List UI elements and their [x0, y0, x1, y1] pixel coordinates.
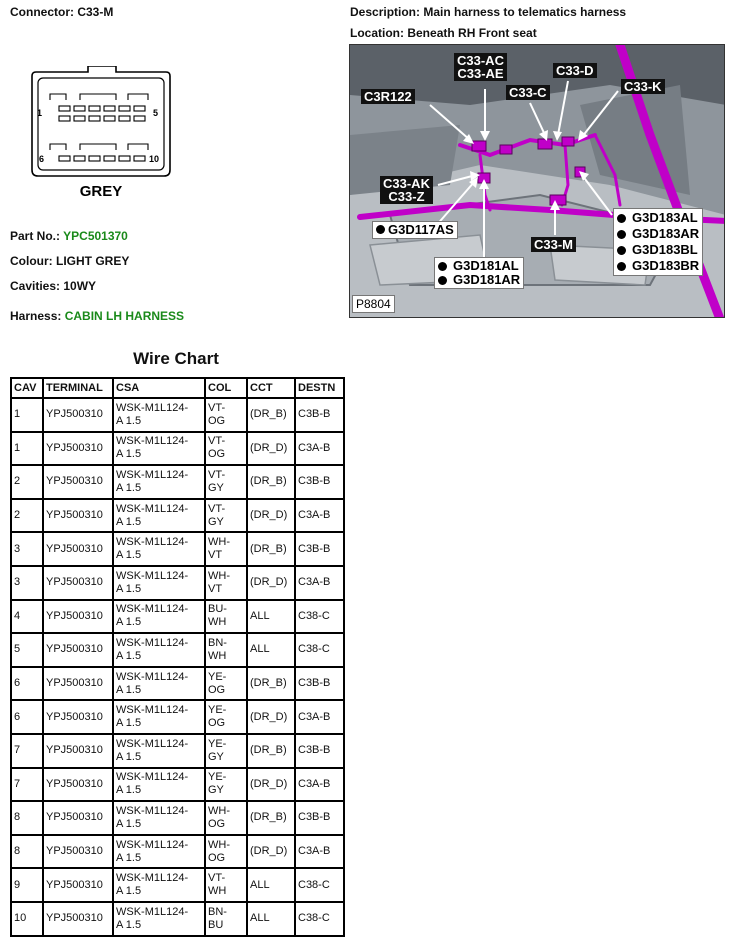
cell-destn: C3B-B: [295, 398, 344, 432]
col-header-col: COL: [205, 378, 247, 398]
cell-cav: 6: [11, 667, 43, 701]
cell-cav: 2: [11, 499, 43, 533]
cell-terminal: YPJ500310: [43, 902, 113, 936]
table-row: [11, 868, 344, 902]
cell-cct: (DR_B): [247, 667, 295, 701]
location-photo: [349, 44, 725, 318]
cell-destn: C38-C: [295, 868, 344, 902]
callout-g3d117as: [372, 221, 458, 239]
cell-csa: WSK-M1L124- A 1.5: [113, 633, 205, 667]
callout-g3d117as-text: G3D117AS: [388, 222, 454, 237]
ground-dot-icon: [617, 262, 626, 271]
harness-label: Harness:: [10, 309, 62, 323]
pin-label-1: 1: [37, 108, 43, 118]
table-row: [11, 465, 344, 499]
cell-cct: (DR_B): [247, 465, 295, 499]
cell-terminal: YPJ500310: [43, 465, 113, 499]
cell-terminal: YPJ500310: [43, 432, 113, 466]
cell-destn: C3A-B: [295, 835, 344, 869]
pin-label-10: 10: [149, 154, 160, 164]
cell-col: WH- OG: [205, 801, 247, 835]
ground-dot-icon: [438, 276, 447, 285]
col-header-cct: CCT: [247, 378, 295, 398]
cell-col: VT- GY: [205, 465, 247, 499]
cell-csa: WSK-M1L124- A 1.5: [113, 499, 205, 533]
cell-cav: 6: [11, 700, 43, 734]
cell-csa: WSK-M1L124- A 1.5: [113, 432, 205, 466]
cell-col: VT- WH: [205, 868, 247, 902]
cell-cct: (DR_D): [247, 768, 295, 802]
callout-c33-m: C33-M: [531, 237, 576, 252]
connector-colour-caption: GREY: [79, 183, 123, 200]
cell-cav: 7: [11, 734, 43, 768]
cell-destn: C38-C: [295, 633, 344, 667]
cell-cav: 7: [11, 768, 43, 802]
callout-c33-ac-ae: C33-AC C33-AE: [454, 53, 507, 81]
callout-g3d183-text: G3D183AL G3D183AR G3D183BL G3D183BR: [632, 210, 700, 273]
cell-cct: (DR_B): [247, 734, 295, 768]
cell-cav: 8: [11, 835, 43, 869]
cell-csa: WSK-M1L124- A 1.5: [113, 465, 205, 499]
table-row: [11, 801, 344, 835]
cell-col: VT- OG: [205, 432, 247, 466]
location-line: [350, 26, 537, 40]
cell-col: WH- OG: [205, 835, 247, 869]
cell-csa: WSK-M1L124- A 1.5: [113, 600, 205, 634]
cell-destn: C3B-B: [295, 532, 344, 566]
cell-terminal: YPJ500310: [43, 532, 113, 566]
location-label: Location:: [350, 26, 404, 40]
cell-destn: C3A-B: [295, 700, 344, 734]
cell-csa: WSK-M1L124- A 1.5: [113, 868, 205, 902]
cell-cct: (DR_D): [247, 499, 295, 533]
colour-value: LIGHT GREY: [56, 254, 130, 268]
cell-destn: C38-C: [295, 600, 344, 634]
callout-g3d183: [613, 208, 703, 276]
cell-col: BN- BU: [205, 902, 247, 936]
cell-terminal: YPJ500310: [43, 633, 113, 667]
pin-label-5: 5: [153, 108, 159, 118]
cell-terminal: YPJ500310: [43, 499, 113, 533]
cell-csa: WSK-M1L124- A 1.5: [113, 532, 205, 566]
cell-cct: (DR_D): [247, 835, 295, 869]
table-row: [11, 499, 344, 533]
cell-cct: ALL: [247, 633, 295, 667]
table-row: [11, 532, 344, 566]
cell-cct: (DR_B): [247, 532, 295, 566]
cell-terminal: YPJ500310: [43, 700, 113, 734]
cell-destn: C3A-B: [295, 566, 344, 600]
cell-col: YE- OG: [205, 700, 247, 734]
cell-col: WH- VT: [205, 566, 247, 600]
colour-label: Colour:: [10, 254, 53, 268]
table-row: [11, 835, 344, 869]
table-row: [11, 768, 344, 802]
col-header-cav: CAV: [11, 378, 43, 398]
ground-dot-icon: [617, 246, 626, 255]
photo-reference: P8804: [352, 295, 395, 313]
col-header-csa: CSA: [113, 378, 205, 398]
table-row: [11, 633, 344, 667]
cell-cav: 4: [11, 600, 43, 634]
cell-terminal: YPJ500310: [43, 600, 113, 634]
description-value: Main harness to telematics harness: [423, 5, 627, 19]
cell-col: VT- GY: [205, 499, 247, 533]
cell-destn: C38-C: [295, 902, 344, 936]
cell-cav: 10: [11, 902, 43, 936]
cell-cct: ALL: [247, 600, 295, 634]
table-row: [11, 600, 344, 634]
table-row: [11, 734, 344, 768]
cell-destn: C3B-B: [295, 801, 344, 835]
cell-destn: C3B-B: [295, 734, 344, 768]
part-no-label: Part No.:: [10, 229, 61, 243]
table-header-row: [11, 378, 344, 398]
cell-cav: 9: [11, 868, 43, 902]
part-no-link[interactable]: YPC501370: [63, 229, 128, 243]
cell-terminal: YPJ500310: [43, 667, 113, 701]
col-header-terminal: TERMINAL: [43, 378, 113, 398]
cell-col: BN- WH: [205, 633, 247, 667]
ground-dot-icon: [617, 214, 626, 223]
harness-link[interactable]: CABIN LH HARNESS: [64, 309, 185, 323]
cell-terminal: YPJ500310: [43, 566, 113, 600]
description-line: [350, 5, 626, 19]
cell-cct: (DR_B): [247, 801, 295, 835]
cell-cav: 1: [11, 432, 43, 466]
ground-dot-icon: [438, 262, 447, 271]
cell-terminal: YPJ500310: [43, 835, 113, 869]
cell-cav: 3: [11, 532, 43, 566]
cell-csa: WSK-M1L124- A 1.5: [113, 768, 205, 802]
harness-line: [10, 309, 184, 323]
cell-destn: C3B-B: [295, 465, 344, 499]
cell-cav: 2: [11, 465, 43, 499]
cell-destn: C3B-B: [295, 667, 344, 701]
cavities-line: [10, 279, 96, 293]
colour-line: [10, 254, 129, 268]
connector-value: C33-M: [77, 5, 114, 19]
table-row: [11, 902, 344, 936]
description-label: Description:: [350, 5, 421, 19]
callout-c3r122: C3R122: [361, 89, 415, 104]
cell-destn: C3A-B: [295, 768, 344, 802]
cavities-label: Cavities:: [10, 279, 61, 293]
cell-csa: WSK-M1L124- A 1.5: [113, 700, 205, 734]
callout-c33-ak-z: C33-AK C33-Z: [380, 176, 433, 204]
cavities-value: 10WY: [63, 279, 97, 293]
wire-chart-title: Wire Chart: [133, 349, 219, 368]
callout-c33-k: C33-K: [621, 79, 665, 94]
cell-csa: WSK-M1L124- A 1.5: [113, 734, 205, 768]
cell-destn: C3A-B: [295, 499, 344, 533]
pin-label-6: 6: [39, 154, 45, 164]
cell-csa: WSK-M1L124- A 1.5: [113, 801, 205, 835]
cell-cav: 3: [11, 566, 43, 600]
ground-dot-icon: [617, 230, 626, 239]
cell-csa: WSK-M1L124- A 1.5: [113, 835, 205, 869]
cell-col: VT- OG: [205, 398, 247, 432]
cell-col: BU- WH: [205, 600, 247, 634]
table-row: [11, 667, 344, 701]
cell-destn: C3A-B: [295, 432, 344, 466]
cell-col: YE- OG: [205, 667, 247, 701]
part-no-line: [10, 229, 128, 243]
callout-g3d181: [434, 257, 524, 289]
connector-line: [10, 5, 113, 19]
cell-terminal: YPJ500310: [43, 801, 113, 835]
callout-c33-c: C33-C: [506, 85, 550, 100]
table-row: [11, 432, 344, 466]
cell-cct: (DR_D): [247, 566, 295, 600]
cell-terminal: YPJ500310: [43, 868, 113, 902]
cell-terminal: YPJ500310: [43, 768, 113, 802]
cell-cav: 8: [11, 801, 43, 835]
cell-cct: (DR_D): [247, 700, 295, 734]
cell-terminal: YPJ500310: [43, 398, 113, 432]
cell-cct: ALL: [247, 902, 295, 936]
cell-cav: 5: [11, 633, 43, 667]
cell-cct: (DR_B): [247, 398, 295, 432]
location-value: Beneath RH Front seat: [407, 26, 537, 40]
connector-label: Connector:: [10, 5, 74, 19]
ground-dot-icon: [376, 225, 385, 234]
cell-terminal: YPJ500310: [43, 734, 113, 768]
table-row: [11, 700, 344, 734]
cell-col: YE- GY: [205, 734, 247, 768]
cell-col: WH- VT: [205, 532, 247, 566]
callout-c33-d: C33-D: [553, 63, 597, 78]
cell-cav: 1: [11, 398, 43, 432]
cell-csa: WSK-M1L124- A 1.5: [113, 667, 205, 701]
cell-cct: (DR_D): [247, 432, 295, 466]
callout-g3d181-text: G3D181AL G3D181AR: [453, 258, 521, 287]
cell-cct: ALL: [247, 868, 295, 902]
table-row: [11, 566, 344, 600]
connector-face-diagram: [26, 66, 176, 200]
wire-chart-table: [10, 377, 345, 937]
cell-csa: WSK-M1L124- A 1.5: [113, 566, 205, 600]
col-header-destn: DESTN: [295, 378, 344, 398]
cell-csa: WSK-M1L124- A 1.5: [113, 398, 205, 432]
table-row: [11, 398, 344, 432]
cell-csa: WSK-M1L124- A 1.5: [113, 902, 205, 936]
cell-col: YE- GY: [205, 768, 247, 802]
